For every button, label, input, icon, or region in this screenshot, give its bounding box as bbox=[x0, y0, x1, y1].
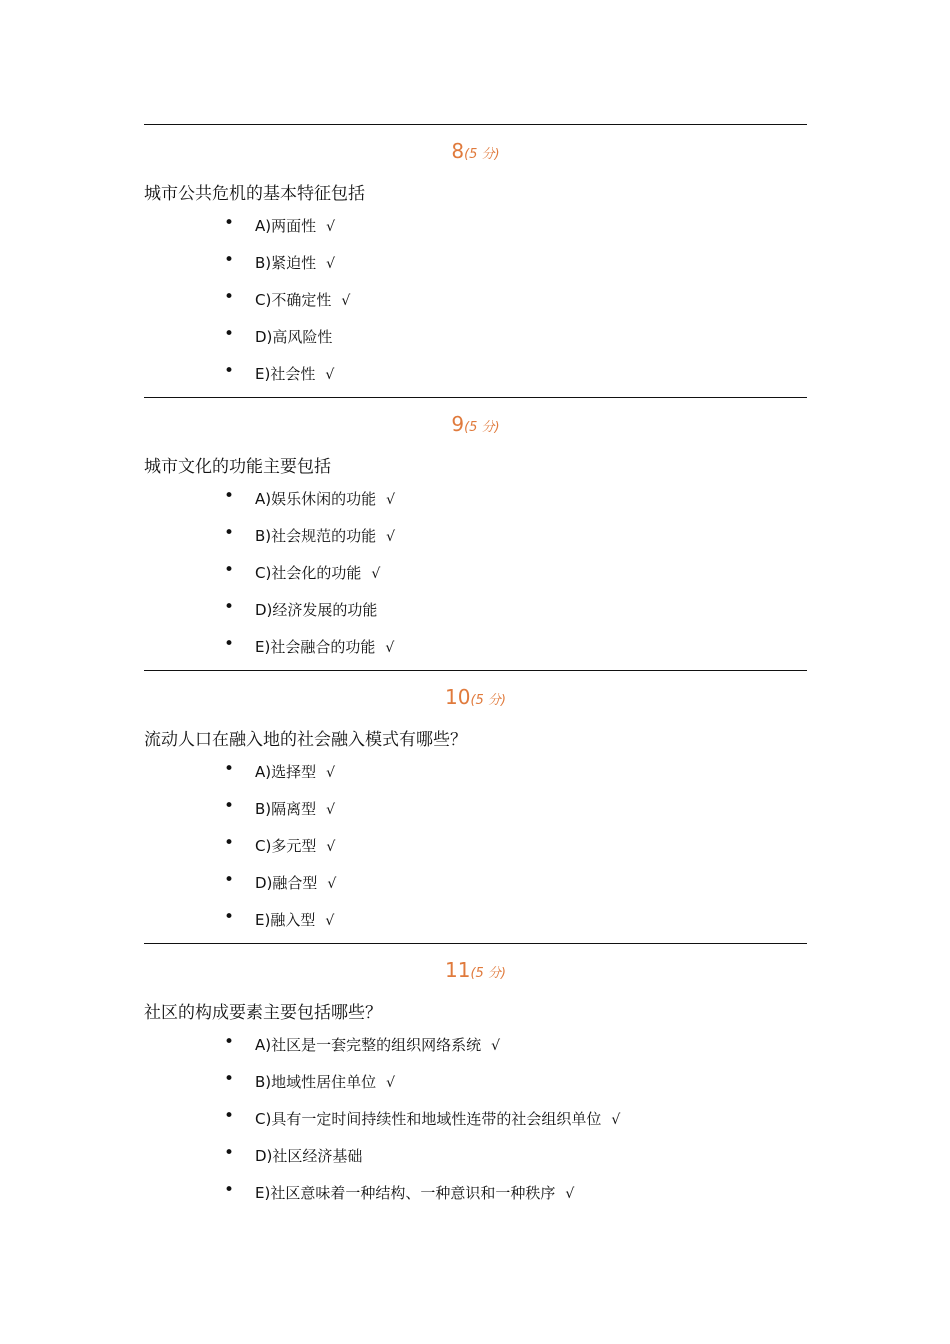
option-text: 娱乐休闲的功能 bbox=[271, 490, 377, 508]
option-letter: D) bbox=[255, 328, 273, 346]
checkmark-icon: √ bbox=[326, 765, 336, 781]
question-header bbox=[144, 139, 807, 163]
checkmark-icon: √ bbox=[611, 1112, 621, 1128]
question-header bbox=[144, 958, 807, 982]
bullet-icon: • bbox=[224, 486, 235, 506]
question-number: 10 bbox=[444, 685, 471, 709]
bullet-icon: • bbox=[224, 250, 235, 270]
question-number: 9 bbox=[451, 412, 465, 436]
question-text: 社区的构成要素主要包括哪些？ bbox=[144, 1003, 382, 1023]
question-number: 11 bbox=[444, 958, 471, 982]
checkmark-icon: √ bbox=[325, 367, 335, 383]
bullet-icon: • bbox=[224, 634, 235, 654]
question-text: 城市公共危机的基本特征包括 bbox=[144, 184, 365, 204]
checkmark-icon: √ bbox=[326, 802, 336, 818]
question-score: (5 分) bbox=[470, 966, 506, 981]
bullet-icon: • bbox=[224, 1069, 235, 1089]
option-letter: A) bbox=[255, 217, 272, 235]
option-text: 紧迫性 bbox=[271, 254, 317, 272]
option-letter: C) bbox=[255, 564, 272, 582]
option-letter: C) bbox=[255, 291, 272, 309]
quiz-page bbox=[144, 124, 807, 1216]
option-letter: D) bbox=[255, 601, 273, 619]
question-9 bbox=[144, 397, 807, 670]
option-text: 具有一定时间持续性和地域性连带的社会组织单位 bbox=[271, 1110, 602, 1128]
question-text: 流动人口在融入地的社会融入模式有哪些？ bbox=[144, 730, 467, 750]
option-letter: E) bbox=[255, 638, 271, 656]
option-letter: D) bbox=[255, 1147, 273, 1165]
option-text: 隔离型 bbox=[271, 800, 317, 818]
option-text: 社区意味着一种结构、一种意识和一种秩序 bbox=[270, 1184, 556, 1202]
option-letter: E) bbox=[255, 1184, 271, 1202]
bullet-icon: • bbox=[224, 523, 235, 543]
bullet-icon: • bbox=[224, 870, 235, 890]
bullet-icon: • bbox=[224, 833, 235, 853]
bullet-icon: • bbox=[224, 1032, 235, 1052]
option-text: 不确定性 bbox=[271, 291, 332, 309]
option-text: 社会规范的功能 bbox=[271, 527, 377, 545]
bullet-icon: • bbox=[224, 796, 235, 816]
option-letter: B) bbox=[255, 527, 272, 545]
bullet-icon: • bbox=[224, 560, 235, 580]
option-letter: B) bbox=[255, 800, 272, 818]
checkmark-icon: √ bbox=[491, 1038, 501, 1054]
option-text: 融入型 bbox=[270, 911, 316, 929]
checkmark-icon: √ bbox=[326, 256, 336, 272]
question-header bbox=[144, 412, 807, 436]
option-text: 社会化的功能 bbox=[271, 564, 362, 582]
question-score: (5 分) bbox=[464, 420, 500, 435]
checkmark-icon: √ bbox=[371, 566, 381, 582]
option-text: 社区是一套完整的组织网络系统 bbox=[271, 1036, 482, 1054]
checkmark-icon: √ bbox=[386, 529, 396, 545]
bullet-icon: • bbox=[224, 597, 235, 617]
bullet-icon: • bbox=[224, 1106, 235, 1126]
checkmark-icon: √ bbox=[386, 492, 396, 508]
bullet-icon: • bbox=[224, 759, 235, 779]
checkmark-icon: √ bbox=[341, 293, 351, 309]
option-letter: E) bbox=[255, 911, 271, 929]
question-number: 8 bbox=[451, 139, 465, 163]
option-text: 高风险性 bbox=[272, 328, 333, 346]
bullet-icon: • bbox=[224, 907, 235, 927]
bullet-icon: • bbox=[224, 1143, 235, 1163]
option-letter: B) bbox=[255, 1073, 272, 1091]
option-text: 社会融合的功能 bbox=[270, 638, 376, 656]
bullet-icon: • bbox=[224, 287, 235, 307]
checkmark-icon: √ bbox=[385, 640, 395, 656]
option-letter: A) bbox=[255, 1036, 272, 1054]
question-score: (5 分) bbox=[464, 147, 500, 162]
bullet-icon: • bbox=[224, 213, 235, 233]
option-letter: A) bbox=[255, 490, 272, 508]
option-text: 社会性 bbox=[270, 365, 316, 383]
option-text: 两面性 bbox=[271, 217, 317, 235]
question-header bbox=[144, 685, 807, 709]
question-8 bbox=[144, 124, 807, 397]
option-text: 社区经济基础 bbox=[272, 1147, 363, 1165]
option-text: 经济发展的功能 bbox=[272, 601, 378, 619]
question-11 bbox=[144, 943, 807, 1216]
checkmark-icon: √ bbox=[326, 219, 336, 235]
checkmark-icon: √ bbox=[565, 1186, 575, 1202]
checkmark-icon: √ bbox=[325, 913, 335, 929]
option-text: 选择型 bbox=[271, 763, 317, 781]
question-score: (5 分) bbox=[470, 693, 506, 708]
option-letter: C) bbox=[255, 837, 272, 855]
option-text: 融合型 bbox=[272, 874, 318, 892]
option-letter: C) bbox=[255, 1110, 272, 1128]
option-letter: D) bbox=[255, 874, 273, 892]
bullet-icon: • bbox=[224, 1180, 235, 1200]
checkmark-icon: √ bbox=[327, 876, 337, 892]
bullet-icon: • bbox=[224, 361, 235, 381]
bullet-icon: • bbox=[224, 324, 235, 344]
option-text: 地域性居住单位 bbox=[271, 1073, 377, 1091]
option-letter: E) bbox=[255, 365, 271, 383]
question-text: 城市文化的功能主要包括 bbox=[144, 457, 331, 477]
checkmark-icon: √ bbox=[326, 839, 336, 855]
checkmark-icon: √ bbox=[386, 1075, 396, 1091]
option-text: 多元型 bbox=[271, 837, 317, 855]
option-letter: B) bbox=[255, 254, 272, 272]
option-letter: A) bbox=[255, 763, 272, 781]
question-10 bbox=[144, 670, 807, 943]
